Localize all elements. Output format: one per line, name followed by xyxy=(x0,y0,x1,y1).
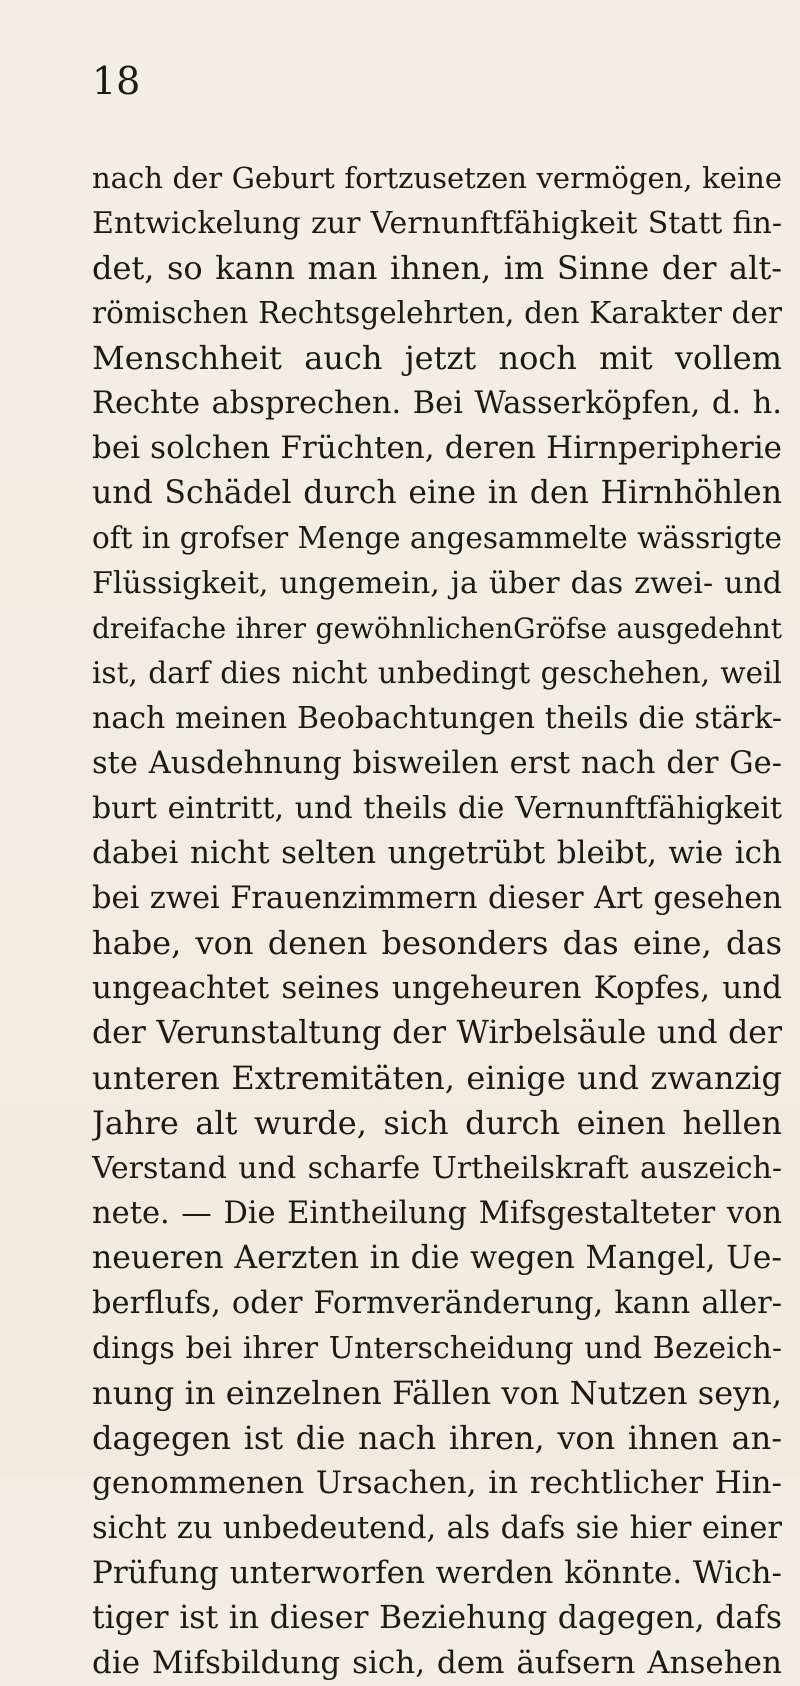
text-line: genommenen Ursachen, in rechtlicher Hin- xyxy=(92,1465,782,1501)
text-line: römischen Rechtsgelehrten, den Karakter der xyxy=(92,296,782,330)
text-line: Prüfung unterworfen werden könnte. Wich- xyxy=(92,1555,782,1591)
text-line: der Verunstaltung der Wirbelsäule und der xyxy=(92,1015,782,1051)
text-line: dreifache ihrer gewöhnlichenGröfse ausgedehnt xyxy=(92,612,782,645)
text-line: und Schädel durch eine in den Hirnhöhlen xyxy=(92,475,782,511)
text-line: det, so kann man ihnen, im Sinne der alt- xyxy=(92,249,782,287)
text-line: dagegen ist die nach ihren, von ihnen an- xyxy=(92,1419,782,1457)
text-line: burt eintritt, und theils die Vernunftfähigkeit xyxy=(92,791,782,826)
text-line: Menschheit auch jetzt noch mit vollem xyxy=(92,339,782,377)
text-line: habe, von denen besonders das eine, das xyxy=(92,924,782,962)
text-line: ungeachtet seines ungeheuren Kopfes, und xyxy=(92,970,782,1006)
body-text xyxy=(92,156,782,1686)
text-line: Flüssigkeit, ungemein, ja über das zwei- und xyxy=(92,566,782,601)
text-line: bei zwei Frauenzimmern dieser Art gesehen xyxy=(92,881,782,916)
text-line: nach meinen Beobachtungen theils die stärk- xyxy=(92,701,782,736)
text-line: nach der Geburt fortzusetzen vermögen, keine xyxy=(92,161,782,195)
text-line: tiger ist in dieser Beziehung dagegen, dafs xyxy=(92,1600,782,1636)
text-line: Verstand und scharfe Urtheilskraft auszeich- xyxy=(92,1151,782,1186)
text-line: Entwickelung zur Vernunftfähigkeit Statt fin- xyxy=(92,206,782,241)
text-line: dabei nicht selten ungetrübt bleibt, wie ich xyxy=(92,835,782,871)
text-line: ist, darf dies nicht unbedingt geschehen, weil xyxy=(92,656,782,690)
text-line: berflufs, oder Formveränderung, kann aller- xyxy=(92,1286,782,1321)
text-line: sicht zu unbedeutend, als dafs sie hier einer xyxy=(92,1511,782,1546)
text-line: neueren Aerzten in die wegen Mangel, Ue- xyxy=(92,1240,782,1276)
text-line: Rechte absprechen. Bei Wasserköpfen, d. h. xyxy=(92,386,782,421)
text-line: bei solchen Früchten, deren Hirnperipherie xyxy=(92,430,782,466)
page-number: 18 xyxy=(92,59,141,103)
text-line: dings bei ihrer Unterscheidung und Bezeich- xyxy=(92,1331,782,1366)
text-line: nung in einzelnen Fällen von Nutzen seyn, xyxy=(92,1374,782,1412)
text-line: ste Ausdehnung bisweilen erst nach der Ge- xyxy=(92,746,782,781)
text-line: Jahre alt wurde, sich durch einen hellen xyxy=(92,1104,782,1142)
text-line: die Mifsbildung sich, dem äufsern Ansehen xyxy=(92,1645,782,1681)
text-line: unteren Extremitäten, einige und zwanzig xyxy=(92,1059,782,1097)
text-line: oft in grofser Menge angesammelte wässrigte xyxy=(92,521,782,555)
text-line: nete. — Die Eintheilung Mifsgestalteter von xyxy=(92,1196,782,1231)
